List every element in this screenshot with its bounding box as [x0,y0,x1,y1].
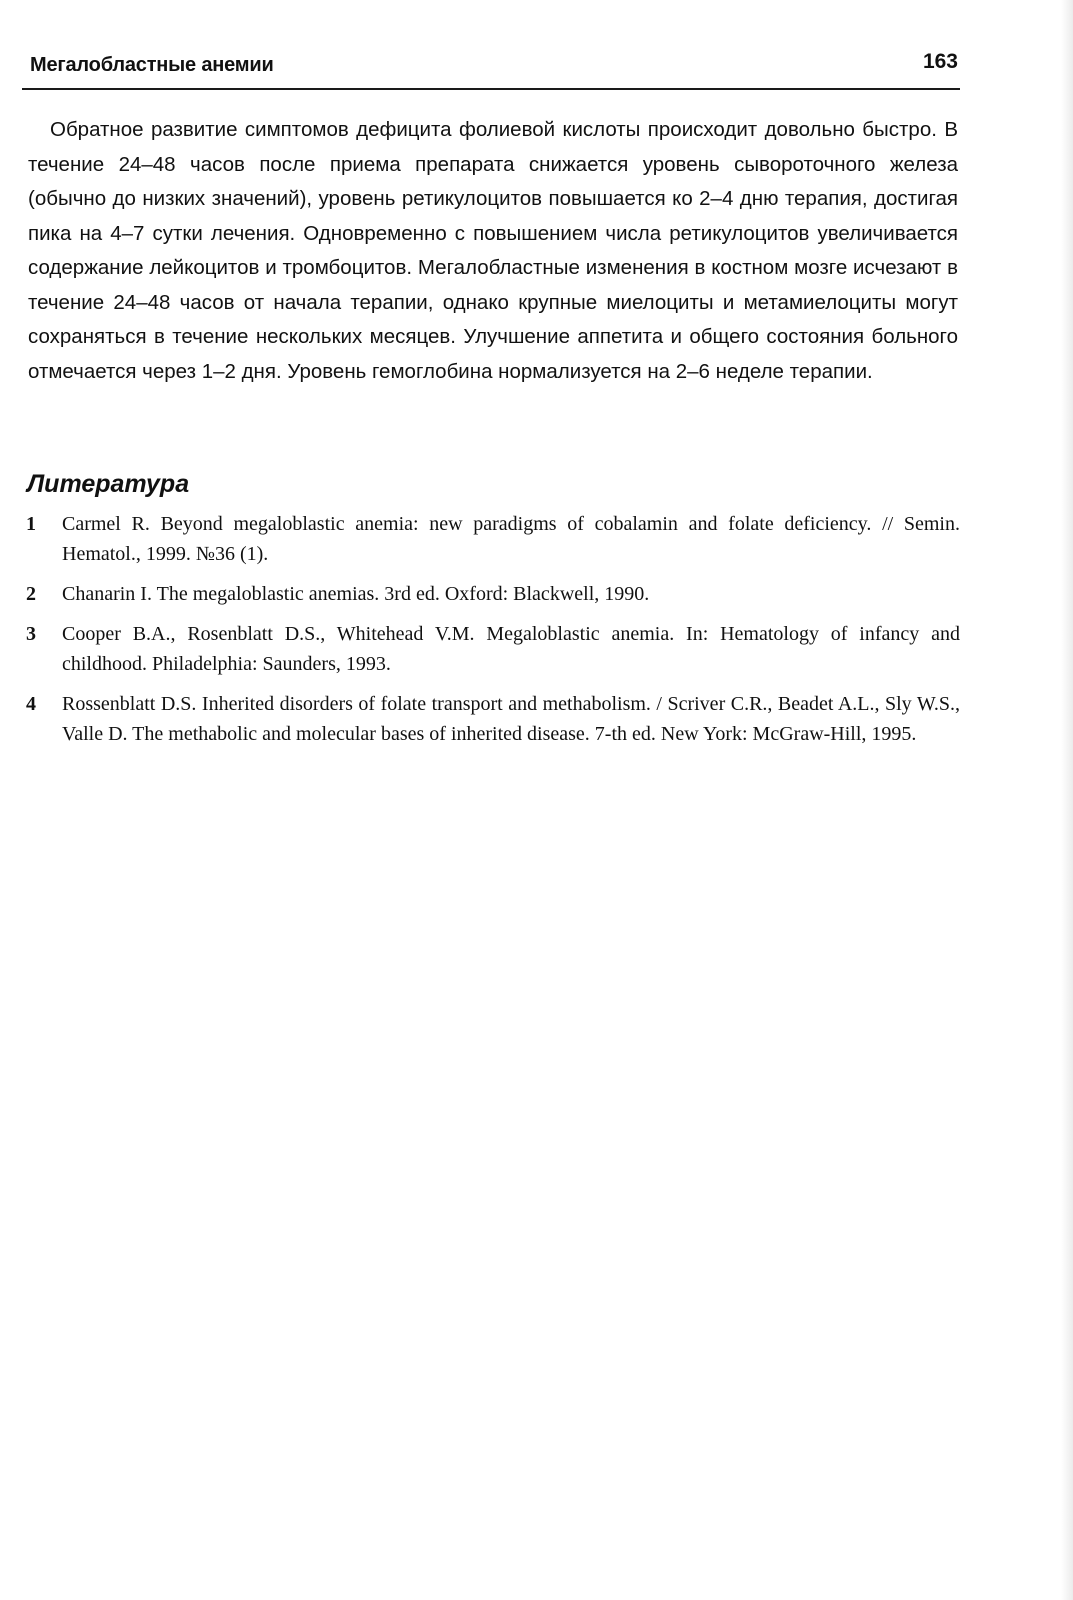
running-head [22,46,960,90]
reference-item-4 [26,689,960,749]
page-number: 163 [922,50,958,73]
reference-text: Chanarin I. The megaloblastic anemias. 3rd ed. Oxford: Blackwell, 1990. [62,583,650,605]
reference-item-2 [26,579,960,609]
main-paragraph: Обратное развитие симптомов дефицита фолиевой кислоты происходит довольно быстро. В течение 24–48 часов после приема препарата снижается уровень сывороточного железа (обычно до низких значений), уровень ретикулоцитов повышается ко 2–4 дню терапия, достигая пика на 4–7 сутки лечения. Одновременно с повышением числа ретикулоцитов увеличивается содержание лейкоцитов и тромбоцитов. Мегалобластные изменения в костном мозге исчезают в течение 24–48 часов от начала терапии, однако крупные миелоциты и метамиелоциты могут сохраняться в течение нескольких месяцев. Улучшение аппетита и общего состояния больного отмечается через 1–2 дня. Уровень гемоглобина нормализуется на 2–6 неделе терапии. [28,118,958,383]
reference-text: Carmel R. Beyond megaloblastic anemia: new paradigms of cobalamin and folate deficiency. // Semin. Hematol., 1999. №36 (1). [62,513,960,565]
reference-text: Cooper B.A., Rosenblatt D.S., Whitehead V.M. Megaloblastic anemia. In: Hematology of infancy and childhood. Philadelphia: Saunders, 1993. [62,623,960,675]
reference-text: Rossenblatt D.S. Inherited disorders of folate transport and methabolism. / Scriver C.R., Beadet A.L., Sly W.S., Valle D. The methabolic and molecular bases of inherited disease. 7-th ed. New York: McGraw-Hill, 1995. [62,693,960,745]
running-title: Мегалобластные анемии [30,54,274,76]
page-edge-shadow [1061,0,1073,1600]
literature-heading: Литература [27,470,190,498]
reference-number: 3 [26,623,36,645]
reference-number: 1 [26,513,36,535]
reference-item-1 [26,509,960,569]
reference-number: 2 [26,583,36,605]
reference-list [26,509,960,759]
reference-item-3 [26,619,960,679]
reference-number: 4 [26,693,36,715]
